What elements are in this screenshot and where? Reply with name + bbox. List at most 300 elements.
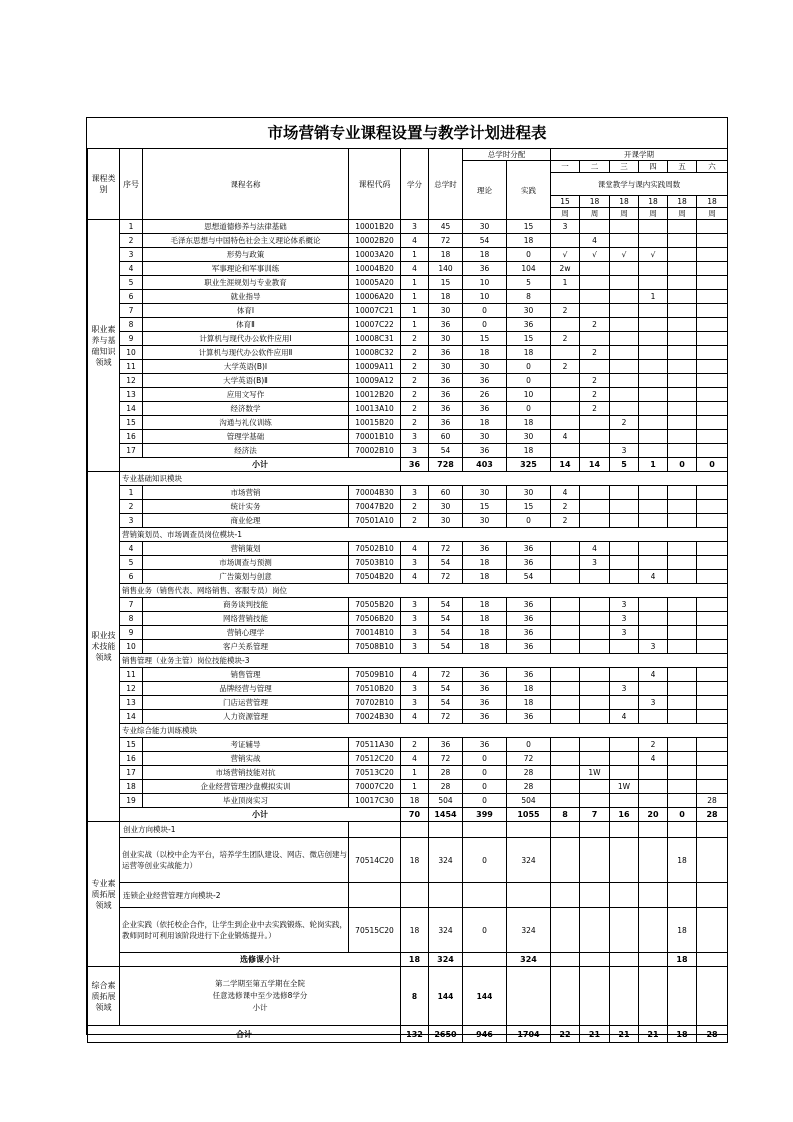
semester-cell [639, 360, 668, 374]
subtotal-semester [610, 953, 639, 967]
course-practice: 72 [507, 752, 551, 766]
semester-cell: 3 [639, 696, 668, 710]
semester-cell [610, 374, 639, 388]
header-sem-2: 二 [580, 161, 610, 173]
semester-cell [697, 682, 728, 696]
course-practice: 54 [507, 570, 551, 584]
semester-cell [639, 262, 668, 276]
semester-cell [580, 598, 610, 612]
course-credit: 1 [401, 318, 429, 332]
subtotal-credit: 36 [401, 458, 429, 472]
course-name: 商务谈判技能 [143, 598, 349, 612]
table-row [88, 766, 728, 780]
table-row [88, 402, 728, 416]
semester-cell [610, 668, 639, 682]
course-hours: 36 [429, 402, 463, 416]
course-hours: 140 [429, 262, 463, 276]
header-hours-dist: 总学时分配 [463, 149, 551, 161]
semester-cell [668, 612, 697, 626]
semester-cell: 3 [580, 556, 610, 570]
semester-cell [551, 318, 580, 332]
semester-cell: 4 [551, 486, 580, 500]
subtotal-semester: 5 [610, 458, 639, 472]
semester-cell [668, 360, 697, 374]
course-name: 品牌经营与管理 [143, 682, 349, 696]
empty-cell [639, 822, 668, 838]
header-sem-3: 三 [610, 161, 639, 173]
semester-cell [610, 262, 639, 276]
semester-cell [668, 388, 697, 402]
course-hours: 72 [429, 542, 463, 556]
course-code: 70047B20 [349, 500, 401, 514]
course-credit: 4 [401, 668, 429, 682]
table-row [88, 472, 728, 486]
semester-cell [668, 220, 697, 234]
semester-cell [580, 780, 610, 794]
subtotal-semester: 14 [551, 458, 580, 472]
empty-cell [429, 883, 463, 908]
course-practice: 28 [507, 780, 551, 794]
course-theory: 18 [463, 612, 507, 626]
course-practice: 104 [507, 262, 551, 276]
module-title: 销售管理（业务主管）岗位技能模块-3 [120, 654, 728, 668]
course-theory: 0 [463, 318, 507, 332]
semester-cell [697, 248, 728, 262]
subtotal-semester: 8 [551, 808, 580, 822]
subtotal-hours: 1454 [429, 808, 463, 822]
semester-cell [668, 346, 697, 360]
semester-cell: 3 [639, 640, 668, 654]
empty-cell [349, 822, 401, 838]
course-seq: 3 [120, 248, 143, 262]
header-seq: 序号 [120, 149, 143, 220]
course-seq: 15 [120, 416, 143, 430]
course-practice: 324 [507, 838, 551, 883]
semester-cell: 2 [610, 416, 639, 430]
table-row [88, 430, 728, 444]
semester-cell [668, 444, 697, 458]
course-code: 70024B30 [349, 710, 401, 724]
course-hours: 30 [429, 360, 463, 374]
course-code: 70513C20 [349, 766, 401, 780]
semester-cell [551, 346, 580, 360]
semester-cell [580, 794, 610, 808]
course-seq: 2 [120, 500, 143, 514]
header-weeks-2: 18 [580, 196, 610, 208]
course-practice: 36 [507, 556, 551, 570]
semester-cell [610, 514, 639, 528]
semester-cell [668, 542, 697, 556]
table-row [88, 276, 728, 290]
table-row [88, 248, 728, 262]
subtotal-semester: 20 [639, 808, 668, 822]
course-practice: 8 [507, 290, 551, 304]
semester-cell: 2w [551, 262, 580, 276]
course-seq: 6 [120, 290, 143, 304]
course-hours: 36 [429, 346, 463, 360]
module-title: 创业方向模块-1 [120, 822, 349, 838]
course-name: 职业生涯规划与专业教育 [143, 276, 349, 290]
curriculum-table [87, 148, 728, 1043]
semester-cell [697, 640, 728, 654]
semester-cell [610, 220, 639, 234]
course-theory: 36 [463, 374, 507, 388]
subtotal-semester: 0 [668, 458, 697, 472]
semester-cell [697, 500, 728, 514]
course-credit: 2 [401, 738, 429, 752]
semester-cell [610, 794, 639, 808]
course-seq: 5 [120, 276, 143, 290]
empty-cell [580, 883, 610, 908]
semester-cell [697, 908, 728, 953]
course-theory: 18 [463, 598, 507, 612]
semester-cell: 2 [580, 318, 610, 332]
header-practice: 实践 [507, 161, 551, 220]
table-row [88, 598, 728, 612]
course-code: 10003A20 [349, 248, 401, 262]
semester-cell [697, 332, 728, 346]
table-row [88, 752, 728, 766]
semester-cell [668, 640, 697, 654]
semester-cell: 3 [610, 612, 639, 626]
course-theory: 54 [463, 234, 507, 248]
document-frame [86, 117, 728, 1039]
semester-cell [697, 696, 728, 710]
course-hours: 504 [429, 794, 463, 808]
course-practice: 36 [507, 668, 551, 682]
course-theory: 30 [463, 220, 507, 234]
course-seq: 11 [120, 360, 143, 374]
course-code: 70514C20 [349, 838, 401, 883]
table-row [88, 346, 728, 360]
total-label: 合计 [88, 1026, 401, 1043]
semester-cell: 3 [610, 626, 639, 640]
course-seq: 14 [120, 710, 143, 724]
semester-cell [697, 626, 728, 640]
table-row [88, 234, 728, 248]
course-practice: 30 [507, 304, 551, 318]
section-label: 专业素质拓展领域 [88, 822, 120, 967]
semester-cell [551, 402, 580, 416]
table-row [88, 318, 728, 332]
course-theory: 36 [463, 542, 507, 556]
course-code: 70506B20 [349, 612, 401, 626]
semester-cell [551, 570, 580, 584]
course-theory: 36 [463, 444, 507, 458]
course-practice: 28 [507, 766, 551, 780]
course-name: 企业经营管理沙盘模拟实训 [143, 780, 349, 794]
header-sem-4: 四 [639, 161, 668, 173]
semester-cell [551, 444, 580, 458]
course-hours: 36 [429, 416, 463, 430]
course-credit: 18 [401, 838, 429, 883]
semester-cell [610, 766, 639, 780]
semester-cell [580, 710, 610, 724]
empty-cell [551, 883, 580, 908]
table-row [88, 668, 728, 682]
course-seq: 12 [120, 682, 143, 696]
course-code: 70502B10 [349, 542, 401, 556]
semester-cell [580, 838, 610, 883]
table-row [88, 780, 728, 794]
empty-cell [639, 883, 668, 908]
table-row [88, 794, 728, 808]
course-credit: 4 [401, 262, 429, 276]
course-seq: 8 [120, 612, 143, 626]
total-semester: 21 [580, 1026, 610, 1043]
course-practice: 36 [507, 626, 551, 640]
course-code: 70007C20 [349, 780, 401, 794]
course-practice: 0 [507, 360, 551, 374]
semester-cell [580, 640, 610, 654]
course-theory: 18 [463, 626, 507, 640]
subtotal-hours: 324 [429, 953, 463, 967]
table-row [88, 822, 728, 838]
semester-cell [697, 514, 728, 528]
semester-cell [551, 542, 580, 556]
semester-cell [551, 752, 580, 766]
subtotal-theory: 399 [463, 808, 507, 822]
course-name: 管理学基础 [143, 430, 349, 444]
semester-cell [551, 908, 580, 953]
course-code: 10007C22 [349, 318, 401, 332]
semester-cell [639, 374, 668, 388]
course-name: 体育Ⅱ [143, 318, 349, 332]
course-name: 大学英语(B)Ⅱ [143, 374, 349, 388]
semester-cell [639, 402, 668, 416]
course-practice: 0 [507, 514, 551, 528]
course-credit: 1 [401, 766, 429, 780]
course-theory: 18 [463, 248, 507, 262]
semester-cell: 4 [580, 542, 610, 556]
header-sem-1: 一 [551, 161, 580, 173]
course-seq: 1 [120, 486, 143, 500]
course-name: 毛泽东思想与中国特色社会主义理论体系概论 [143, 234, 349, 248]
semester-cell [639, 444, 668, 458]
semester-cell [697, 556, 728, 570]
course-hours: 28 [429, 766, 463, 780]
course-code: 10006A20 [349, 290, 401, 304]
subtotal-practice: 1055 [507, 808, 551, 822]
course-practice: 15 [507, 220, 551, 234]
empty-cell [697, 967, 728, 1026]
semester-cell [639, 710, 668, 724]
course-seq: 13 [120, 388, 143, 402]
course-credit: 2 [401, 374, 429, 388]
subtotal-label: 小计 [120, 808, 401, 822]
course-practice: 36 [507, 598, 551, 612]
semester-cell [610, 542, 639, 556]
semester-cell: 2 [551, 332, 580, 346]
semester-cell [668, 416, 697, 430]
semester-cell [551, 668, 580, 682]
table-row [88, 724, 728, 738]
course-practice: 36 [507, 542, 551, 556]
course-code: 10009A12 [349, 374, 401, 388]
semester-cell [580, 908, 610, 953]
course-seq: 6 [120, 570, 143, 584]
subtotal-practice: 325 [507, 458, 551, 472]
course-theory: 18 [463, 416, 507, 430]
course-seq: 1 [120, 220, 143, 234]
table-row [88, 374, 728, 388]
semester-cell [580, 626, 610, 640]
semester-cell [697, 542, 728, 556]
header-credits: 学分 [401, 149, 429, 220]
course-theory: 30 [463, 486, 507, 500]
course-name: 形势与政策 [143, 248, 349, 262]
semester-cell [639, 416, 668, 430]
course-hours: 72 [429, 570, 463, 584]
table-row [88, 262, 728, 276]
semester-cell [551, 626, 580, 640]
course-code: 10008C31 [349, 332, 401, 346]
course-seq: 7 [120, 304, 143, 318]
course-hours: 72 [429, 668, 463, 682]
semester-cell [668, 262, 697, 276]
course-seq: 17 [120, 444, 143, 458]
semester-cell: √ [610, 248, 639, 262]
course-credit: 1 [401, 290, 429, 304]
subtotal-credit: 70 [401, 808, 429, 822]
course-practice: 18 [507, 416, 551, 430]
semester-cell [639, 766, 668, 780]
course-practice: 18 [507, 682, 551, 696]
page-title: 市场营销专业课程设置与教学计划进程表 [87, 118, 727, 149]
course-credit: 4 [401, 234, 429, 248]
course-seq: 8 [120, 318, 143, 332]
semester-cell [551, 738, 580, 752]
subtotal-semester: 14 [580, 458, 610, 472]
course-practice: 0 [507, 374, 551, 388]
subtotal-hours: 728 [429, 458, 463, 472]
table-row [88, 808, 728, 822]
empty-cell [697, 883, 728, 908]
course-code: 70509B10 [349, 668, 401, 682]
empty-cell [580, 822, 610, 838]
module-title: 销售业务（销售代表、网络销售、客服专员）岗位 [120, 584, 728, 598]
course-name: 经济法 [143, 444, 349, 458]
semester-cell [639, 612, 668, 626]
subtotal-semester: 7 [580, 808, 610, 822]
semester-cell [580, 682, 610, 696]
header-category: 课程类别 [88, 149, 120, 220]
course-hours: 72 [429, 234, 463, 248]
course-code: 70508B10 [349, 640, 401, 654]
course-credit: 2 [401, 500, 429, 514]
course-code: 70014B10 [349, 626, 401, 640]
course-name: 门店运营管理 [143, 696, 349, 710]
course-theory: 36 [463, 402, 507, 416]
semester-cell [668, 682, 697, 696]
subtotal-semester [551, 953, 580, 967]
course-credit: 3 [401, 486, 429, 500]
semester-cell [668, 570, 697, 584]
course-credit: 3 [401, 626, 429, 640]
semester-cell [668, 374, 697, 388]
semester-cell [639, 346, 668, 360]
course-hours: 54 [429, 612, 463, 626]
elective-description [120, 967, 401, 1026]
semester-cell: 1W [610, 780, 639, 794]
empty-cell [349, 883, 401, 908]
course-theory: 0 [463, 304, 507, 318]
subtotal-semester: 0 [668, 808, 697, 822]
table-row [88, 883, 728, 908]
total-credit: 132 [401, 1026, 429, 1043]
course-name: 统计实务 [143, 500, 349, 514]
header-sem-6: 六 [697, 161, 728, 173]
elective-text: 小计 [252, 1003, 268, 1012]
course-hours: 54 [429, 696, 463, 710]
semester-cell: 2 [580, 374, 610, 388]
semester-cell [639, 794, 668, 808]
semester-cell [668, 780, 697, 794]
course-code: 10005A20 [349, 276, 401, 290]
semester-cell [610, 332, 639, 346]
empty-cell [507, 967, 551, 1026]
total-semester: 18 [668, 1026, 697, 1043]
course-code: 10001B20 [349, 220, 401, 234]
semester-cell [639, 318, 668, 332]
semester-cell [668, 234, 697, 248]
total-semester: 21 [610, 1026, 639, 1043]
course-seq: 18 [120, 780, 143, 794]
semester-cell [580, 220, 610, 234]
semester-cell [639, 486, 668, 500]
section-label: 职业技术技能领域 [88, 472, 120, 822]
course-practice: 15 [507, 500, 551, 514]
semester-cell [668, 304, 697, 318]
header-weeks-5: 18 [668, 196, 697, 208]
semester-cell [697, 346, 728, 360]
subtotal-semester: 18 [668, 953, 697, 967]
course-name: 客户关系管理 [143, 640, 349, 654]
semester-cell: 4 [580, 234, 610, 248]
table-row [88, 570, 728, 584]
course-code: 70501A10 [349, 514, 401, 528]
course-name: 体育Ⅰ [143, 304, 349, 318]
course-name: 营销策划 [143, 542, 349, 556]
semester-cell [697, 430, 728, 444]
empty-cell [401, 822, 429, 838]
course-theory: 30 [463, 514, 507, 528]
course-seq: 2 [120, 234, 143, 248]
semester-cell [697, 416, 728, 430]
course-credit: 4 [401, 570, 429, 584]
course-practice: 18 [507, 696, 551, 710]
course-name: 经济数学 [143, 402, 349, 416]
course-seq: 9 [120, 332, 143, 346]
semester-cell [668, 794, 697, 808]
course-name: 计算机与现代办公软件应用Ⅰ [143, 332, 349, 346]
course-code: 70505B20 [349, 598, 401, 612]
course-hours: 30 [429, 332, 463, 346]
semester-cell [610, 346, 639, 360]
course-credit: 1 [401, 780, 429, 794]
header-week-unit: 周 [668, 208, 697, 220]
semester-cell: 3 [610, 444, 639, 458]
semester-cell [610, 290, 639, 304]
course-code: 10012B20 [349, 388, 401, 402]
semester-cell [610, 318, 639, 332]
semester-cell [639, 542, 668, 556]
semester-cell [697, 570, 728, 584]
semester-cell [610, 556, 639, 570]
course-name: 人力资源管理 [143, 710, 349, 724]
header-week-unit: 周 [610, 208, 639, 220]
course-theory: 0 [463, 780, 507, 794]
